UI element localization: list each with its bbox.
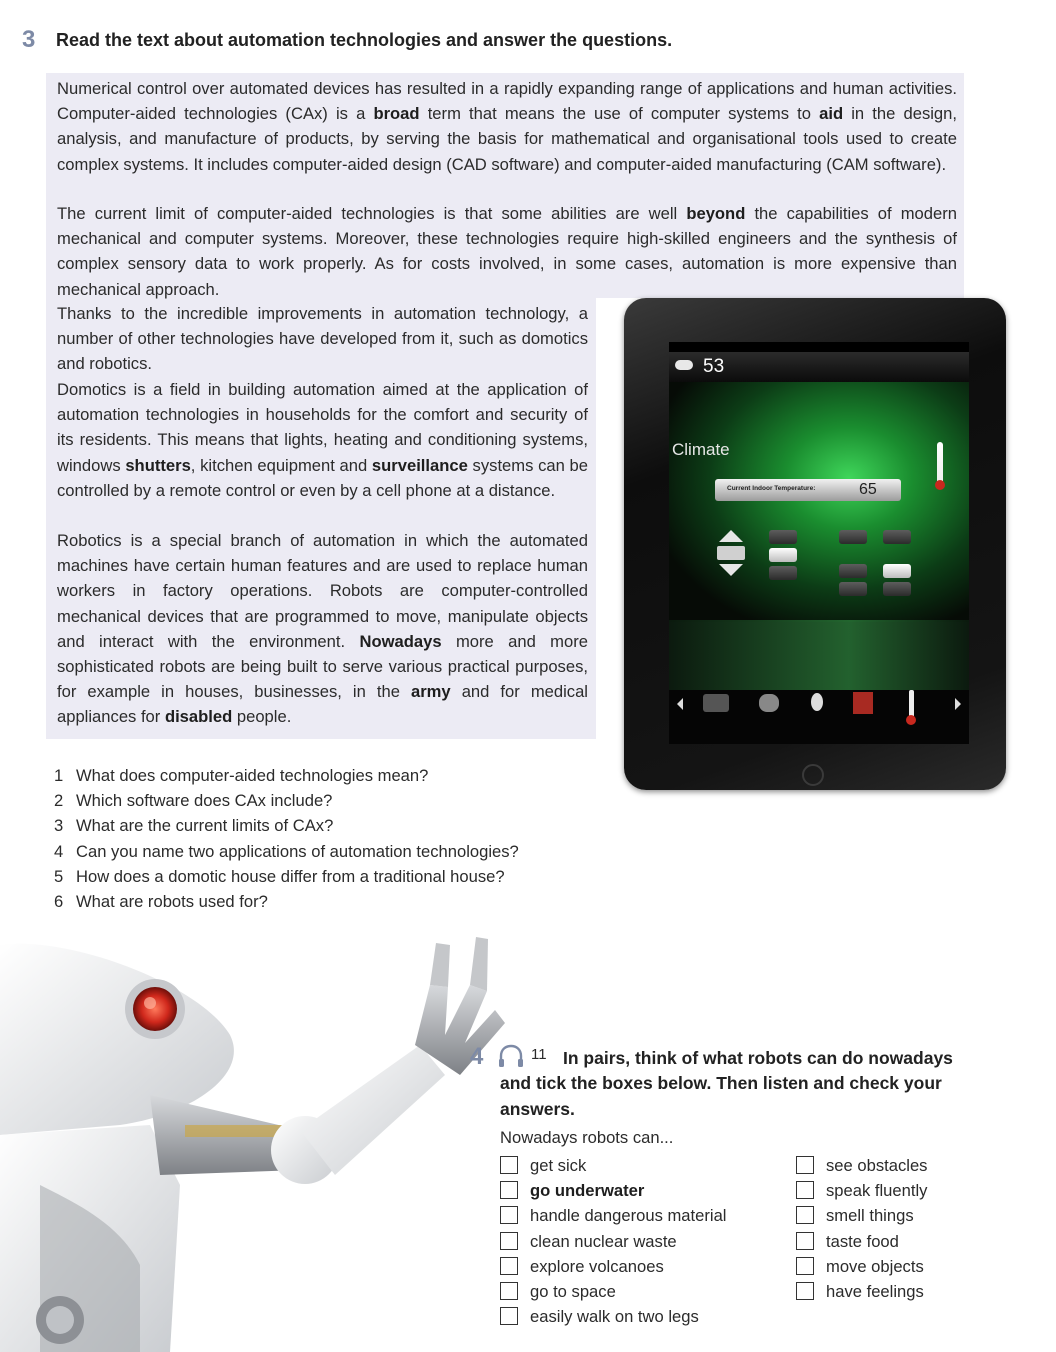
indoor-temperature-label: Current Indoor Temperature:: [727, 485, 816, 492]
exercise-4-number: 4: [470, 1043, 484, 1070]
tablet-screen: [669, 342, 969, 744]
fan-auto-button: [883, 530, 911, 544]
checkbox[interactable]: [796, 1282, 814, 1300]
tablet-home-button: [802, 764, 824, 786]
bold-term: surveillance: [371, 455, 468, 475]
setpoint-box: [717, 546, 745, 560]
exercise-3-number: 3: [22, 26, 36, 53]
paragraph-text: more and more sophisticated robots are being built to serve various practical purposes, for example in houses, businesses, in the: [57, 631, 588, 702]
checklist-left: [500, 1153, 727, 1329]
paragraph-text: people.: [232, 707, 292, 727]
screen-background: [669, 382, 969, 622]
exercise-3-title: Read the text about automation technologies and answer the questions.: [56, 30, 673, 50]
ceiling-fan-off-button: [883, 582, 911, 596]
fan-on-button: [839, 530, 867, 544]
audio-track-number: 11: [531, 1046, 547, 1063]
paragraph-improvements: [57, 301, 588, 377]
weather-bar: [669, 352, 969, 382]
robot-forearm: [300, 1045, 445, 1175]
comprehension-questions: [54, 763, 519, 914]
paragraph-text: in the design, analysis, and manufacture of products, by serving the basis for mathematical and organisational tools used to create complex systems. It includes computer-aided design (CAD software) and computer-aided manufacturing (CAM software).: [57, 104, 957, 174]
checkbox[interactable]: [500, 1257, 518, 1275]
checklist-item: smell things: [796, 1203, 927, 1228]
question-item: 1 What does computer-aided technologies mean?: [54, 766, 429, 785]
chevron-left-icon: [677, 698, 683, 710]
question-item: 6 What are robots used for?: [54, 892, 268, 912]
bold-term: disabled: [164, 707, 233, 727]
ceiling-fan-high-button: [839, 582, 867, 596]
thermometer-dock-icon: [909, 690, 914, 718]
checkbox[interactable]: [500, 1181, 518, 1199]
checklist-item: taste food: [796, 1229, 927, 1254]
checkbox[interactable]: [500, 1307, 518, 1325]
checkbox[interactable]: [796, 1257, 814, 1275]
exercise-4-intro: Nowadays robots can...: [500, 1128, 674, 1147]
checkbox[interactable]: [796, 1181, 814, 1199]
temperature-up-icon: [719, 530, 743, 542]
question-item: 3 What are the current limits of CAx?: [54, 816, 334, 836]
paragraph-text: Robotics is a special branch of automation in which the automated machines have certain human features and are used to replace human workers in factory operations. Robots are computer-controlled mechanical devices that are programmed to move, manipulate objects and interact with the environment.: [57, 531, 588, 651]
ceiling-fan-medium-button: [883, 564, 911, 578]
checkbox[interactable]: [796, 1206, 814, 1224]
checklist-item: handle dangerous material: [500, 1203, 727, 1228]
paragraph-text: , kitchen equipment and: [190, 455, 372, 475]
question-item: 2 Which software does CAx include?: [54, 791, 333, 811]
climate-title: Climate: [672, 440, 730, 459]
checkbox[interactable]: [500, 1206, 518, 1224]
paragraph-text: and for medical appliances for: [57, 682, 588, 727]
chevron-right-icon: [955, 698, 961, 710]
set-temperature-control: [713, 528, 749, 580]
bold-term: army: [410, 682, 451, 702]
security-icon: [703, 694, 729, 712]
tablet-dock: [669, 690, 969, 744]
paragraph-text: systems can be controlled by a remote control or even by a cell phone at a distance.: [57, 455, 588, 500]
bold-term: shutters: [125, 455, 191, 475]
cool-button: [769, 548, 797, 562]
cloud-icon: [675, 360, 693, 370]
checklist-item: have feelings: [796, 1279, 927, 1304]
dock-icons: [669, 690, 969, 744]
checklist-right: [796, 1153, 927, 1304]
paragraph-robotics: [57, 528, 588, 730]
exercise-4-title: In pairs, think of what robots can do nowadays and tick the boxes below. Then listen and check your answers.: [500, 1048, 953, 1119]
question-item: 4 Can you name two applications of automation technologies?: [54, 841, 519, 861]
checkbox[interactable]: [500, 1232, 518, 1250]
checklist-item: see obstacles: [796, 1153, 927, 1178]
checklist-item: get sick: [500, 1153, 727, 1178]
bold-term: aid: [819, 104, 844, 124]
light-bulb-icon: [811, 693, 823, 711]
heat-button: [769, 530, 797, 544]
paragraph-text: Thanks to the incredible improvements in automation technology, a number of other technologies have developed from it, such as domotics and robotics.: [57, 304, 588, 374]
checklist-item: move objects: [796, 1254, 927, 1279]
ceiling-fan-low-button: [839, 564, 867, 578]
paragraph-text: The current limit of computer-aided technologies is that some abilities are well: [57, 204, 687, 223]
paragraph-text: Numerical control over automated devices has resulted in a rapidly expanding range of applications and human activities. Computer-aided technologies (CAx) is a: [57, 79, 957, 124]
bold-term: Nowadays: [359, 631, 442, 651]
indoor-temperature-value: 65: [859, 481, 877, 498]
checklist-item: explore volcanoes: [500, 1254, 727, 1279]
checklist-item: clean nuclear waste: [500, 1229, 727, 1254]
checkbox[interactable]: [796, 1232, 814, 1250]
thermometer-icon: [937, 442, 943, 484]
thermometer-bulb: [935, 480, 945, 490]
checklist-item: go underwater: [500, 1178, 727, 1203]
checklist-item: easily walk on two legs: [500, 1304, 727, 1329]
question-item: 5 How does a domotic house differ from a traditional house?: [54, 866, 505, 886]
off-button: [769, 566, 797, 580]
shades-icon: [853, 692, 873, 714]
robot-head: [0, 944, 234, 1135]
indoor-temperature-display: [715, 479, 901, 501]
paragraph-limits: [57, 201, 957, 302]
paragraph-text: the capabilities of modern mechanical and computer systems. Moreover, these technologies require high-skilled engineers and the synthesis of complex sensory data to work properly. As for costs involved, in some cases, automation is more expensive than mechanical approach.: [57, 204, 957, 299]
bold-term: beyond: [686, 204, 746, 223]
camera-icon: [759, 694, 779, 712]
paragraph-text: Domotics is a field in building automation aimed at the application of automation technologies in households for the comfort and security of its residents. This means that lights, heating and conditioning systems, windows: [57, 380, 588, 475]
status-bar: [669, 342, 969, 352]
temperature-down-icon: [719, 564, 743, 576]
checkbox[interactable]: [796, 1156, 814, 1174]
paragraph-text: term that means the use of computer systems to: [419, 104, 820, 124]
bold-term: broad: [373, 104, 420, 124]
checklist-item: speak fluently: [796, 1178, 927, 1203]
robot-eye-icon: [133, 987, 177, 1031]
robot-illustration: [0, 925, 520, 1352]
paragraph-domotics: [57, 377, 588, 503]
paragraph-cax: [57, 76, 957, 177]
weather-temperature: 53: [703, 356, 725, 377]
screen-light-strip: [669, 620, 969, 690]
checkbox[interactable]: [500, 1156, 518, 1174]
checkbox[interactable]: [500, 1282, 518, 1300]
checklist-item: go to space: [500, 1279, 727, 1304]
